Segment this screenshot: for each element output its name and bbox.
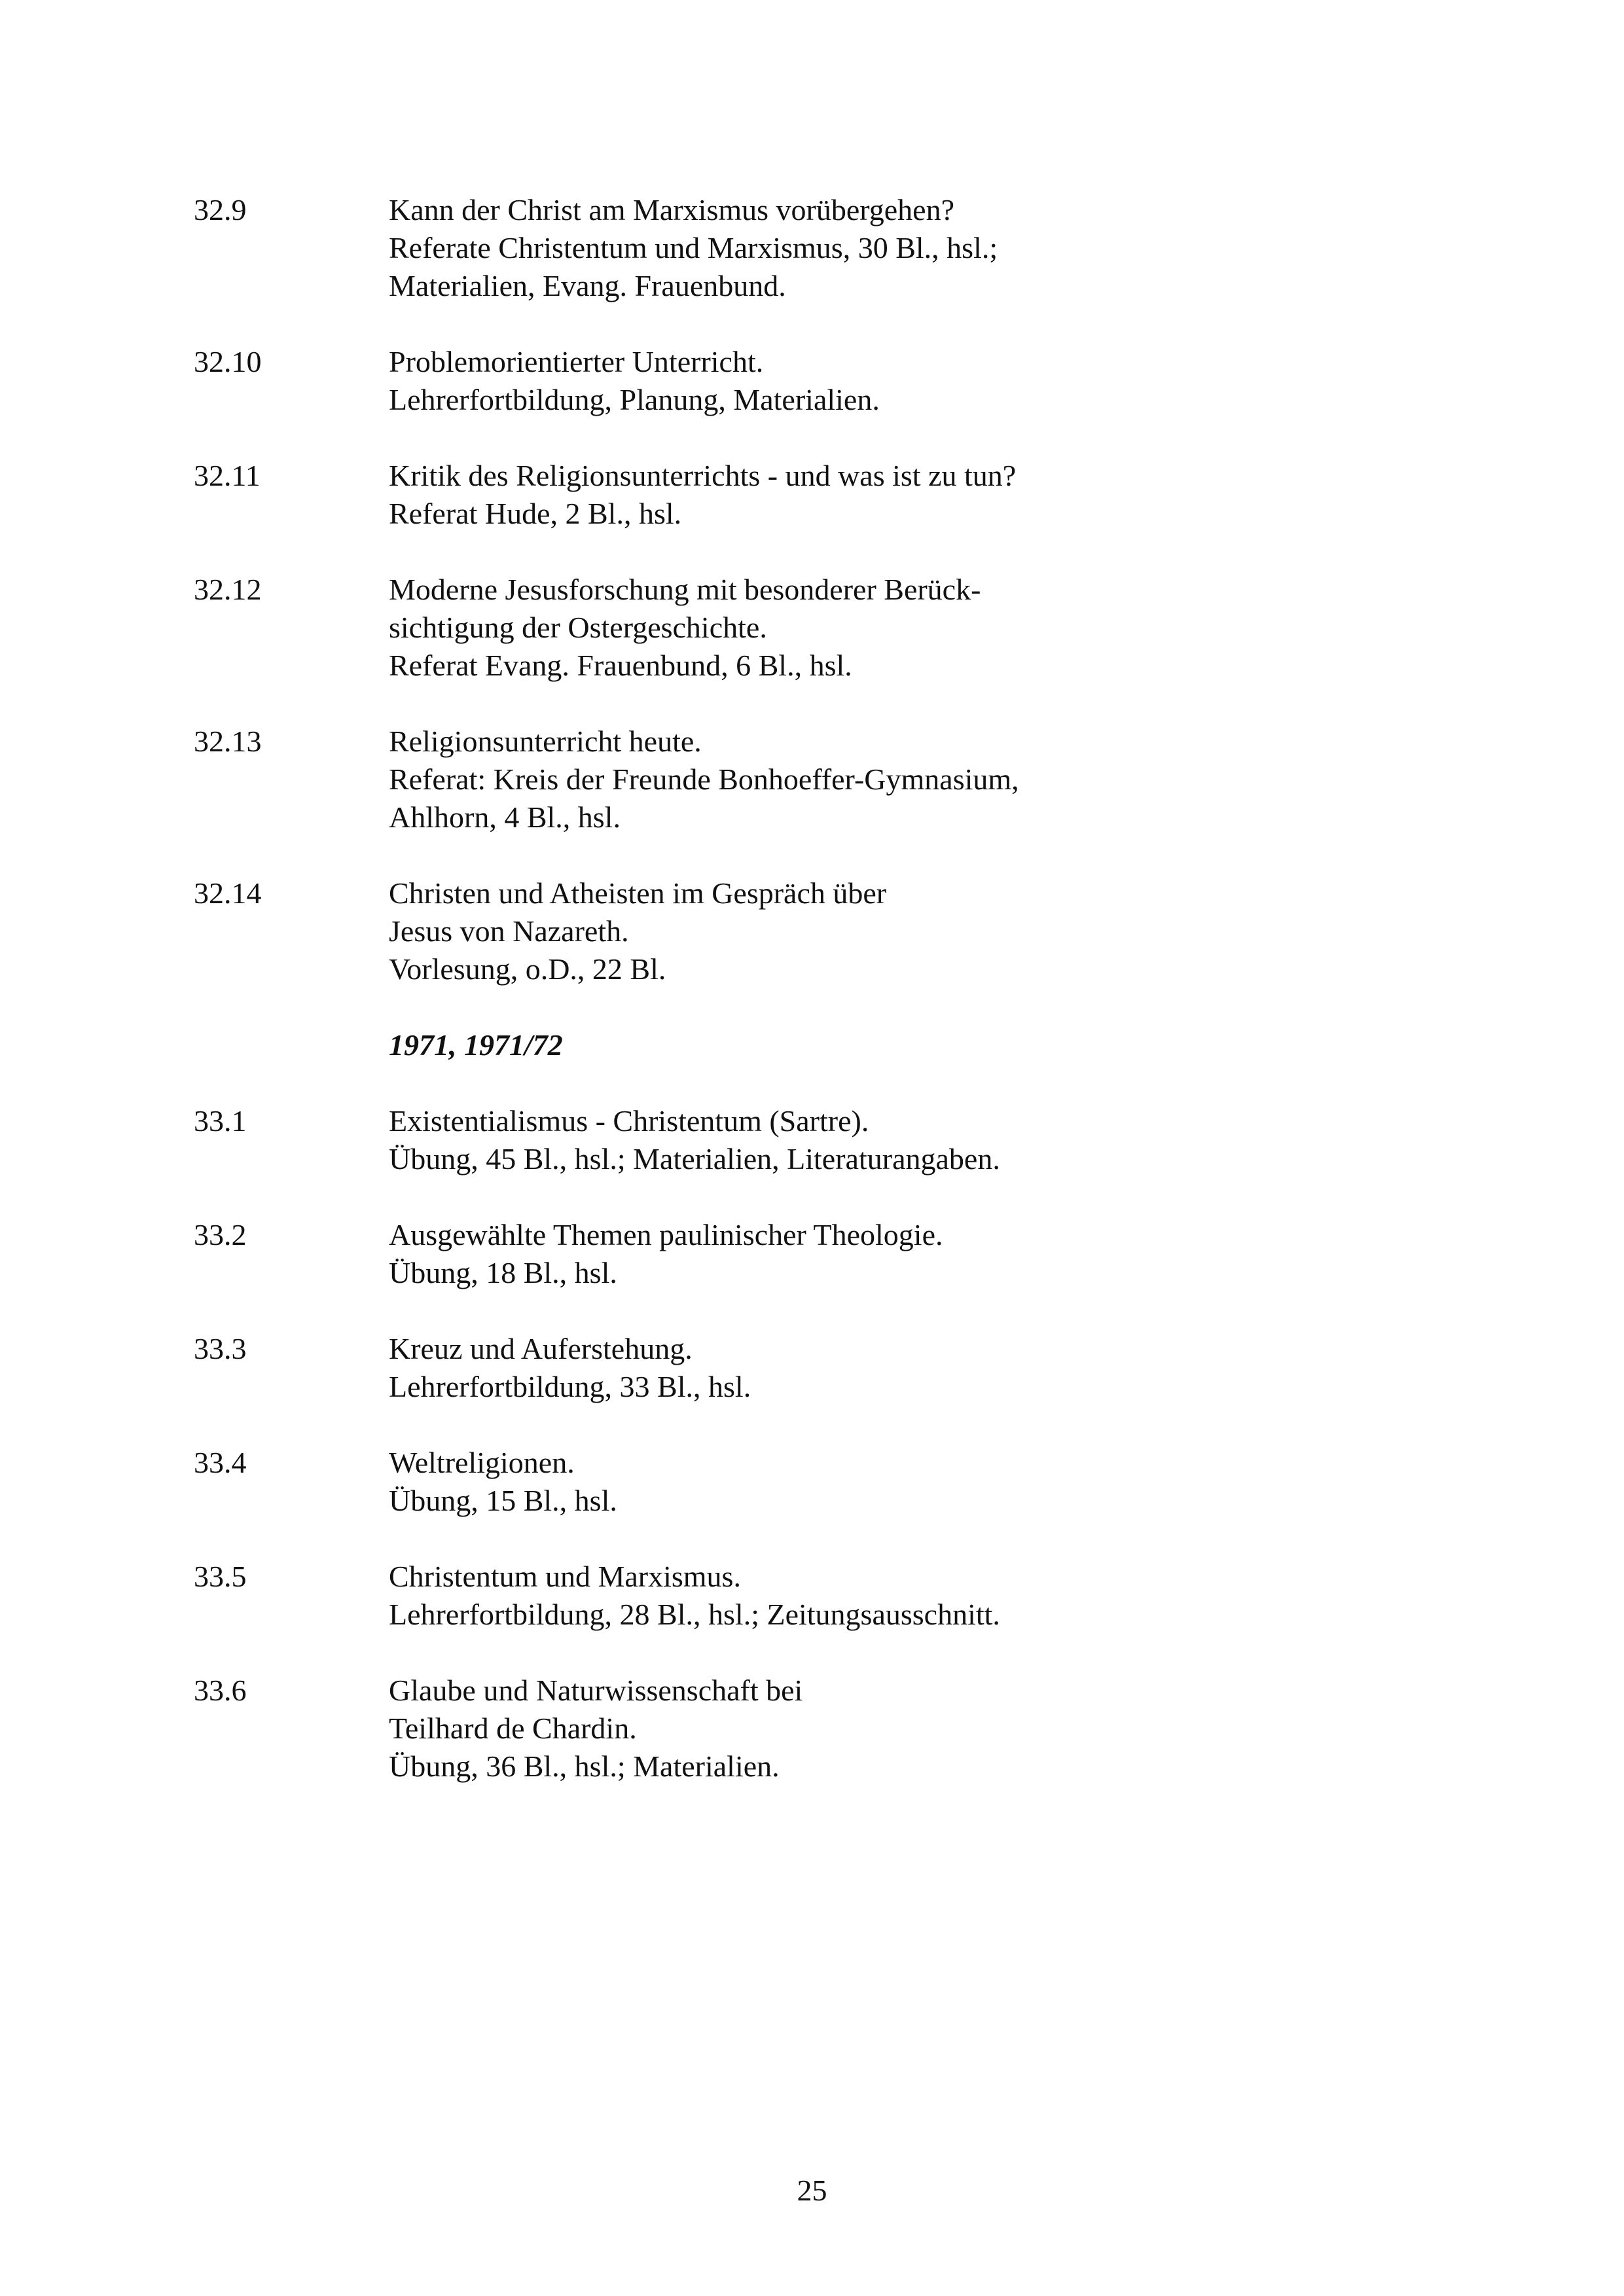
entry-line: Lehrerfortbildung, 33 Bl., hsl. (389, 1370, 751, 1403)
entry-description (389, 1102, 1437, 1178)
entry-line: sichtigung der Ostergeschichte. (389, 611, 767, 644)
list-item (194, 457, 1437, 533)
entry-line: Ahlhorn, 4 Bl., hsl. (389, 800, 621, 834)
entry-line: Ausgewählte Themen paulinischer Theologie. (389, 1218, 943, 1251)
entry-description (389, 343, 1437, 419)
entry-line: Kann der Christ am Marxismus vorübergehen? (389, 193, 955, 226)
entry-line: Teilhard de Chardin. (389, 1712, 637, 1745)
entry-number: 33.1 (194, 1104, 247, 1138)
list-item (194, 1102, 1437, 1178)
entry-line: Übung, 45 Bl., hsl.; Materialien, Literaturangaben. (389, 1142, 1000, 1175)
entry-description (389, 191, 1437, 305)
list-item (194, 191, 1437, 305)
entry-number: 32.11 (194, 459, 261, 492)
entry-number: 32.13 (194, 725, 262, 758)
entry-description (389, 1444, 1437, 1520)
entry-line: Religionsunterricht heute. (389, 725, 702, 758)
entry-description (389, 571, 1437, 685)
entry-line: Moderne Jesusforschung mit besonderer Berück- (389, 573, 981, 606)
entry-number: 32.10 (194, 345, 262, 378)
entry-description (389, 457, 1437, 533)
entry-description (389, 1330, 1437, 1406)
entry-description (389, 1672, 1437, 1785)
entry-line: Weltreligionen. (389, 1446, 575, 1479)
entry-number: 33.5 (194, 1560, 247, 1593)
entry-line: Materialien, Evang. Frauenbund. (389, 269, 786, 302)
entry-description (389, 1558, 1437, 1634)
list-item (194, 1558, 1437, 1634)
entry-line: Kritik des Religionsunterrichts - und was ist zu tun? (389, 459, 1017, 492)
entry-line: Lehrerfortbildung, Planung, Materialien. (389, 383, 880, 416)
list-item (194, 1444, 1437, 1520)
entry-number: 33.4 (194, 1446, 247, 1479)
list-item (194, 1330, 1437, 1406)
list-item (194, 1672, 1437, 1785)
entry-line: Christen und Atheisten im Gespräch über (389, 876, 887, 910)
entry-number: 32.9 (194, 193, 247, 226)
entry-line: Existentialismus - Christentum (Sartre). (389, 1104, 869, 1138)
entry-number: 32.12 (194, 573, 262, 606)
entry-line: Übung, 36 Bl., hsl.; Materialien. (389, 1749, 780, 1783)
entry-line: Kreuz und Auferstehung. (389, 1332, 693, 1365)
entry-line: Referate Christentum und Marxismus, 30 Bl., hsl.; (389, 231, 998, 264)
entry-line: Übung, 18 Bl., hsl. (389, 1256, 617, 1289)
entry-description (389, 723, 1437, 836)
entry-line: Referat Evang. Frauenbund, 6 Bl., hsl. (389, 649, 852, 682)
entry-line: Jesus von Nazareth. (389, 914, 629, 948)
entry-number: 33.6 (194, 1674, 247, 1707)
entry-line: Problemorientierter Unterricht. (389, 345, 764, 378)
entry-description (389, 874, 1437, 988)
list-item (194, 874, 1437, 988)
page-number: 25 (797, 2174, 827, 2207)
entry-line: Vorlesung, o.D., 22 Bl. (389, 952, 666, 986)
list-item (194, 343, 1437, 419)
entry-number: 33.2 (194, 1218, 247, 1251)
entry-line: Referat Hude, 2 Bl., hsl. (389, 497, 682, 530)
entry-line: Lehrerfortbildung, 28 Bl., hsl.; Zeitungsausschnitt. (389, 1598, 1000, 1631)
entry-description (389, 1216, 1437, 1292)
entry-line: Christentum und Marxismus. (389, 1560, 741, 1593)
list-item (194, 723, 1437, 836)
entries-after-group (194, 1102, 1437, 1785)
section-heading: 1971, 1971/72 (389, 1028, 563, 1062)
entry-line: Glaube und Naturwissenschaft bei (389, 1674, 803, 1707)
entry-list (194, 191, 1437, 1823)
entries-before-group (194, 191, 1437, 988)
entry-line: Übung, 15 Bl., hsl. (389, 1484, 617, 1517)
entry-number: 32.14 (194, 876, 262, 910)
list-item (194, 571, 1437, 685)
list-item (194, 1216, 1437, 1292)
entry-number: 33.3 (194, 1332, 247, 1365)
entry-line: Referat: Kreis der Freunde Bonhoeffer-Gymnasium, (389, 762, 1019, 796)
